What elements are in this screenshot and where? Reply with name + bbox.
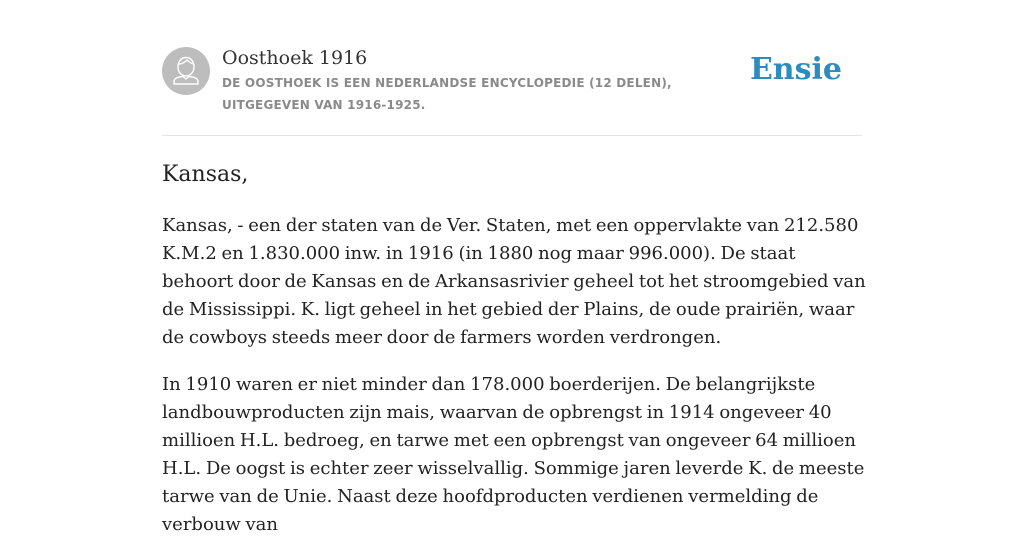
user-silhouette-icon <box>162 47 210 95</box>
header-divider <box>162 135 862 136</box>
source-avatar[interactable] <box>162 47 210 95</box>
source-info <box>222 46 762 116</box>
article-paragraph: Kansas, - een der staten van de Ver. Staten, met een oppervlakte van 212.580 K.M.2 en 1.830.000 inw. in 1916 (in 1880 nog maar 996.000). De staat behoort door de Kansas en de Arkansasrivier geheel tot het stroomgebied van de Mississippi. K. ligt geheel in het gebied der Plains, de oude prairiën, waar de cowboys steeds meer door de farmers worden verdrongen. <box>162 215 866 348</box>
source-description: DE OOSTHOEK IS EEN NEDERLANDSE ENCYCLOPEDIE (12 DELEN), UITGEGEVEN VAN 1916-1925. <box>222 76 672 112</box>
source-header <box>162 46 862 135</box>
source-title[interactable]: Oosthoek 1916 <box>222 47 368 69</box>
article-body <box>162 158 867 558</box>
article-headword: Kansas, <box>162 162 249 187</box>
article-paragraph: In 1910 waren er niet minder dan 178.000 boerderijen. De belangrijkste landbouwproducten zijn mais, waarvan de opbrengst in 1914 ongeveer 40 millioen H.L. bedroeg, en tarwe met een opbrengst van ongeveer 64 millioen H.L. De oogst is echter zeer wisselvallig. Sommige jaren leverde K. de meeste tarwe van de Unie. Naast deze hoofdproducten verdienen vermelding de verbouw van <box>162 374 865 535</box>
ensie-logo[interactable]: Ensie <box>749 52 842 87</box>
